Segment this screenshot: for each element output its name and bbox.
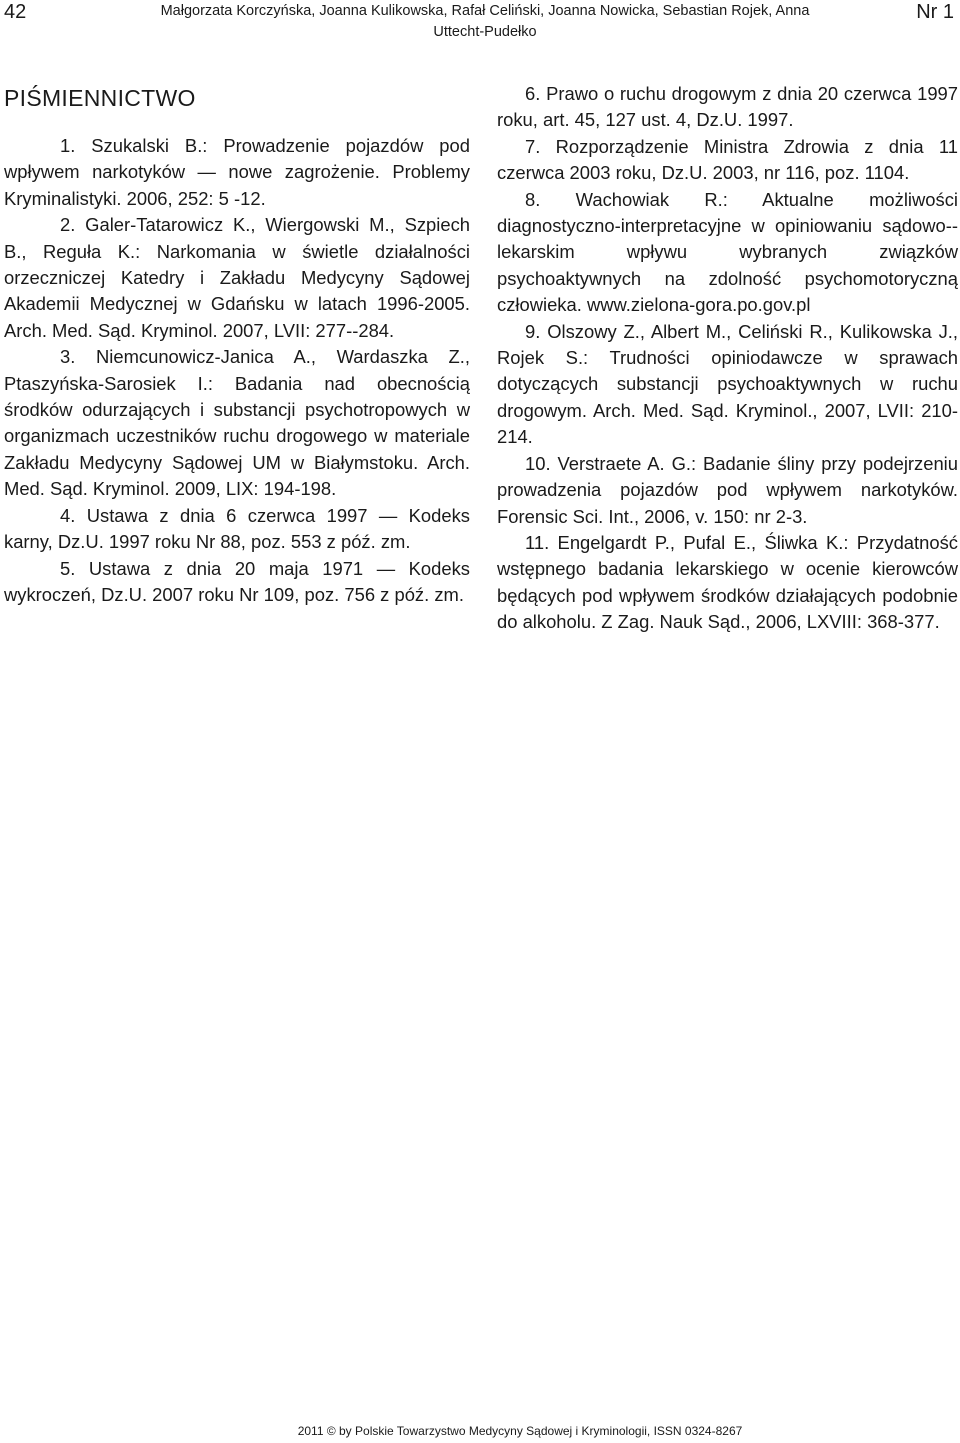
reference-item: 1. Szukalski B.: Prowadzenie pojazdów pod wpływem narkotyków — nowe zagrożenie. Problemy Kryminalistyki. 2006, 252: 5 -12.	[4, 135, 470, 209]
reference-item: 8. Wachowiak R.: Aktualne możliwości diagnostyczno-interpretacyjne w opiniowaniu sądowo--lekarskim wpływu wybranych związków psychoaktywnych na zdolność psychomotoryczną człowieka. www.zielona-gora.po.gov.pl	[497, 188, 958, 316]
reference-item: 6. Prawo o ruchu drogowym z dnia 20 czerwca 1997 roku, art. 45, 127 ust. 4, Dz.U. 1997.	[497, 83, 958, 131]
reference-item: 7. Rozporządzenie Ministra Zdrowia z dnia 11 czerwca 2003 roku, Dz.U. 2003, nr 116, poz. 1104.	[497, 135, 958, 184]
section-title: PIŚMIENNICTWO	[4, 85, 196, 111]
reference-item: 5. Ustawa z dnia 20 maja 1971 — Kodeks wykroczeń, Dz.U. 2007 roku Nr 109, poz. 756 z póź. zm.	[4, 557, 470, 605]
references-right-column	[497, 81, 958, 636]
reference-item: 4. Ustawa z dnia 6 czerwca 1997 — Kodeks karny, Dz.U. 1997 roku Nr 88, poz. 553 z póź. zm.	[4, 504, 470, 553]
running-header-authors: Małgorzata Korczyńska, Joanna Kulikowska, Rafał Celiński, Joanna Nowicka, Sebastian Rojek, Anna Uttecht-Pudełko	[160, 3, 810, 40]
reference-item: 10. Verstraete A. G.: Badanie śliny przy podejrzeniu prowadzenia pojazdów pod wpływem narkotyków. Forensic Sci. Int., 2006, v. 150: nr 2-3.	[497, 452, 958, 527]
issue-number: Nr 1	[916, 1, 954, 23]
reference-item: 9. Olszowy Z., Albert M., Celiński R., Kulikowska J., Rojek S.: Trudności opiniodawcze w sprawach dotyczących substancji psychoaktywnych w ruchu drogowym. Arch. Med. Sąd. Kryminol., 2007, LVII: 210-214.	[497, 320, 958, 448]
reference-item: 3. Niemcunowicz-Janica A., Wardaszka Z., Ptaszyńska-Sarosiek I.: Badania nad obecnością środków odurzających i substancji psychotropowych w organizmach uczestników ruchu drogowego w materiale Zakładu Medycyny Sądowej UM w Białymstoku. Arch. Med. Sąd. Kryminol. 2009, LIX: 194-198.	[4, 346, 470, 500]
copyright-footer: 2011 © by Polskie Towarzystwo Medycyny Sądowej i Kryminologii, ISSN 0324-8267	[297, 1424, 743, 1438]
reference-item: 11. Engelgardt P., Pufal E., Śliwka K.: Przydatność wstępnego badania lekarskiego w ocenie kierowców będących pod wpływem środków działających podobnie do alkoholu. Z Zag. Nauk Sąd., 2006, LXVIII: 368-377.	[497, 531, 958, 633]
page-number: 42	[4, 1, 27, 23]
reference-item: 2. Galer-Tatarowicz K., Wiergowski M., Szpiech B., Reguła K.: Narkomania w świetle działalności orzeczniczej Katedry i Zakładu Medycyny Sądowej Akademii Medycznej w Gdańsku w latach 1996-2005. Arch. Med. Sąd. Kryminol. 2007, LVII: 277--284.	[4, 214, 470, 341]
references-left-column	[4, 133, 470, 608]
